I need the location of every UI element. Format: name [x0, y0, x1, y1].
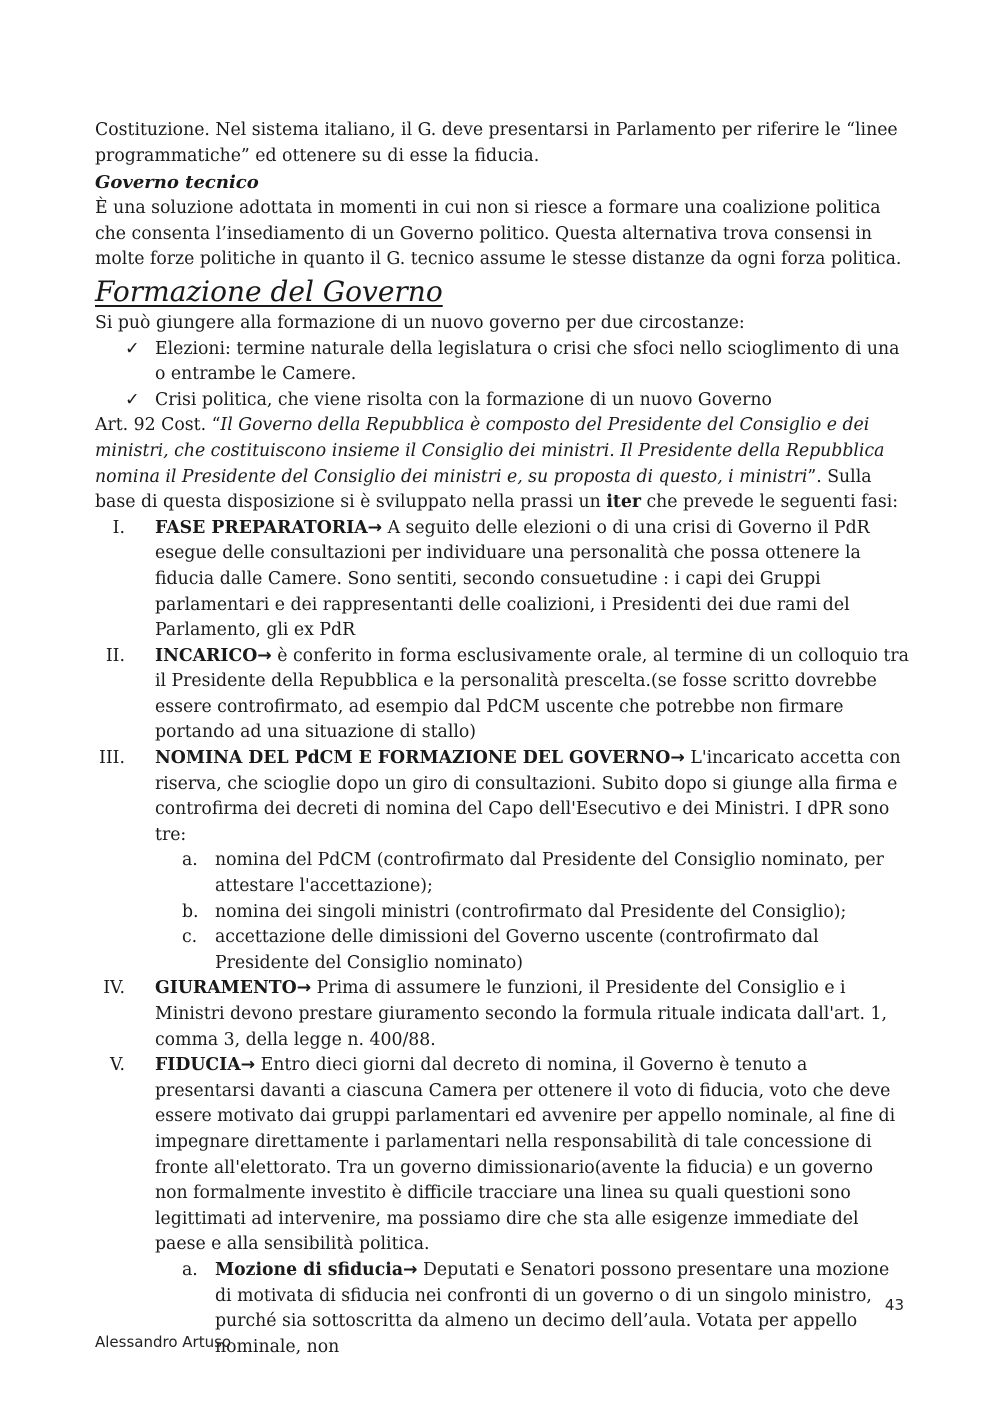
list-letter: b. [182, 901, 199, 922]
list-item-text: Deputati e Senatori possono presentare una mozione di motivata di sfiducia nei confronti di un governo o di un singolo ministro, purché sia sottoscritta da almeno un decimo dell’aula. Votata per appello nominale, non [215, 1259, 890, 1357]
art92-tail: che prevede le seguenti fasi: [640, 492, 899, 513]
list-letter: a. [182, 850, 198, 871]
arrow-right-icon: → [240, 1055, 256, 1076]
arrow-right-icon: → [367, 517, 383, 538]
fase-item [95, 1053, 910, 1360]
checkmark-icon: ✓ [125, 389, 140, 410]
art92-suffix: ”. Sulla base di questa disposizione si è sviluppato nella prassi un [95, 466, 872, 513]
fase-text: Entro dieci giorni dal decreto di nomina, il Governo è tenuto a presentarsi davanti a ciascuna Camera per ottenere il voto di fiducia, voto che deve essere motivato dai gruppi parlamentari ed avvenire per appello nominale, al fine di impegnare direttamente i parlamentari nella responsabilità di tale concessione di fronte all'elettorato. Tra un governo dimissionario(avente la fiducia) e un governo non formalmente investito è difficile tracciare una linea su quali questioni sono legittimati ad intervenire, ma possiamo dire che sta alle esigenze immediate del paese e alla sensibilità politica. [155, 1055, 896, 1255]
list-item [95, 337, 910, 388]
list-item [155, 925, 910, 976]
governo-tecnico-paragraph: È una soluzione adottata in momenti in cui non si riesce a formare una coalizione politica che consenta l’insediamento di un Governo politico. Questa alternativa trova consensi in molte forze politiche in quanto il G. tecnico assume le stesse distanze da ogni forza politica. [95, 198, 902, 270]
fase-number: V. [110, 1055, 125, 1076]
fase-item [95, 644, 910, 746]
author-footer: Alessandro Artuso [95, 1333, 232, 1351]
fiducia-sublist [155, 1258, 910, 1360]
arrow-right-icon: → [296, 978, 312, 999]
fase-text: Prima di assumere le funzioni, il Presidente del Consiglio e i Ministri devono prestare giuramento secondo la formula rituale indicata dall'art. 1, comma 3, della legge n. 400/88. [155, 978, 887, 1050]
list-item [155, 1258, 910, 1360]
fase-label: NOMINA DEL PdCM E FORMAZIONE DEL GOVERNO [155, 748, 671, 769]
fase-item [95, 976, 910, 1053]
list-item [95, 388, 910, 414]
fase-text: è conferito in forma esclusivamente orale, al termine di un colloquio tra il Presidente della Repubblica e la personalità prescelta.(se fosse scritto dovrebbe essere controfirmato, ad esempio dal PdCM uscente che potrebbe non firmare portando ad una situazione di stallo) [155, 645, 909, 743]
list-item-text: nomina del PdCM (controfirmato dal Presidente del Consiglio nominato, per attestare l'accettazione); [215, 850, 884, 897]
fase-text: A seguito delle elezioni o di una crisi di Governo il PdR esegue delle consultazioni per individuare una personalità che possa ottenere la fiducia dalle Camere. Sono sentiti, secondo consuetudine : i capi dei Gruppi parlamentari e dei rappresentanti delle coalizioni, i Presidenti dei due rami del Parlamento, gli ex PdR [155, 517, 870, 641]
list-item-text: nomina dei singoli ministri (controfirmato dal Presidente del Consiglio); [215, 901, 847, 922]
list-letter: a. [182, 1259, 198, 1280]
formazione-section-title: Formazione del Governo [95, 274, 443, 308]
fase-item [95, 516, 910, 644]
art92-paragraph [95, 413, 910, 515]
fase-number: III. [99, 748, 125, 769]
list-item-text: Crisi politica, che viene risolta con la formazione di un nuovo Governo [155, 389, 772, 410]
arrow-right-icon: → [257, 645, 272, 666]
fasi-list [95, 516, 910, 1361]
arrow-right-icon: → [403, 1259, 418, 1280]
list-letter: c. [182, 927, 198, 948]
fase-number: II. [105, 645, 125, 666]
circumstances-checklist [95, 337, 910, 414]
mozione-label: Mozione di sfiducia [215, 1259, 404, 1280]
governo-tecnico-heading: Governo tecnico [95, 172, 259, 194]
iter-term: iter [606, 492, 641, 513]
list-item-text: Elezioni: termine naturale della legislatura o crisi che sfoci nello scioglimento di una o entrambe le Camere. [155, 338, 900, 385]
list-item-text: accettazione delle dimissioni del Governo uscente (controfirmato dal Presidente del Consiglio nominato) [215, 927, 819, 973]
fase-number: I. [112, 517, 125, 538]
art92-quote: Il Governo della Repubblica è composto del Presidente del Consiglio e dei ministri, che costituiscono insieme il Consiglio dei ministri. Il Presidente della Repubblica nomina il Presidente del Consiglio dei ministri e, su proposta di questo, i ministri [95, 415, 885, 487]
art92-prefix: Art. 92 Cost. “ [95, 415, 221, 436]
fase-label: GIURAMENTO [155, 978, 297, 999]
arrow-right-icon: → [670, 748, 685, 769]
fase-item [95, 746, 910, 976]
checkmark-icon: ✓ [125, 338, 140, 359]
fase-text: L'incaricato accetta con riserva, che scioglie dopo un giro di consultazioni. Subito dopo si giunge alla firma e controfirma dei decreti di nomina del Capo dell'Esecutivo e dei Ministri. I dPR sono tre: [155, 748, 901, 845]
page-number: 43 [884, 1296, 904, 1314]
fase-label: FIDUCIA [155, 1055, 241, 1076]
fase-number: IV. [103, 978, 125, 999]
fase-label: INCARICO [155, 645, 258, 666]
intro-paragraph: Costituzione. Nel sistema italiano, il G. deve presentarsi in Parlamento per riferire le “linee programmatiche” ed ottenere su di esse la fiducia. [95, 120, 898, 166]
list-item [155, 900, 910, 926]
dpr-list [155, 848, 910, 976]
formazione-lead: Si può giungere alla formazione di un nuovo governo per due circostanze: [95, 312, 745, 333]
page-content [95, 118, 910, 1360]
list-item [155, 848, 910, 899]
fase-label: FASE PREPARATORIA [155, 517, 368, 538]
